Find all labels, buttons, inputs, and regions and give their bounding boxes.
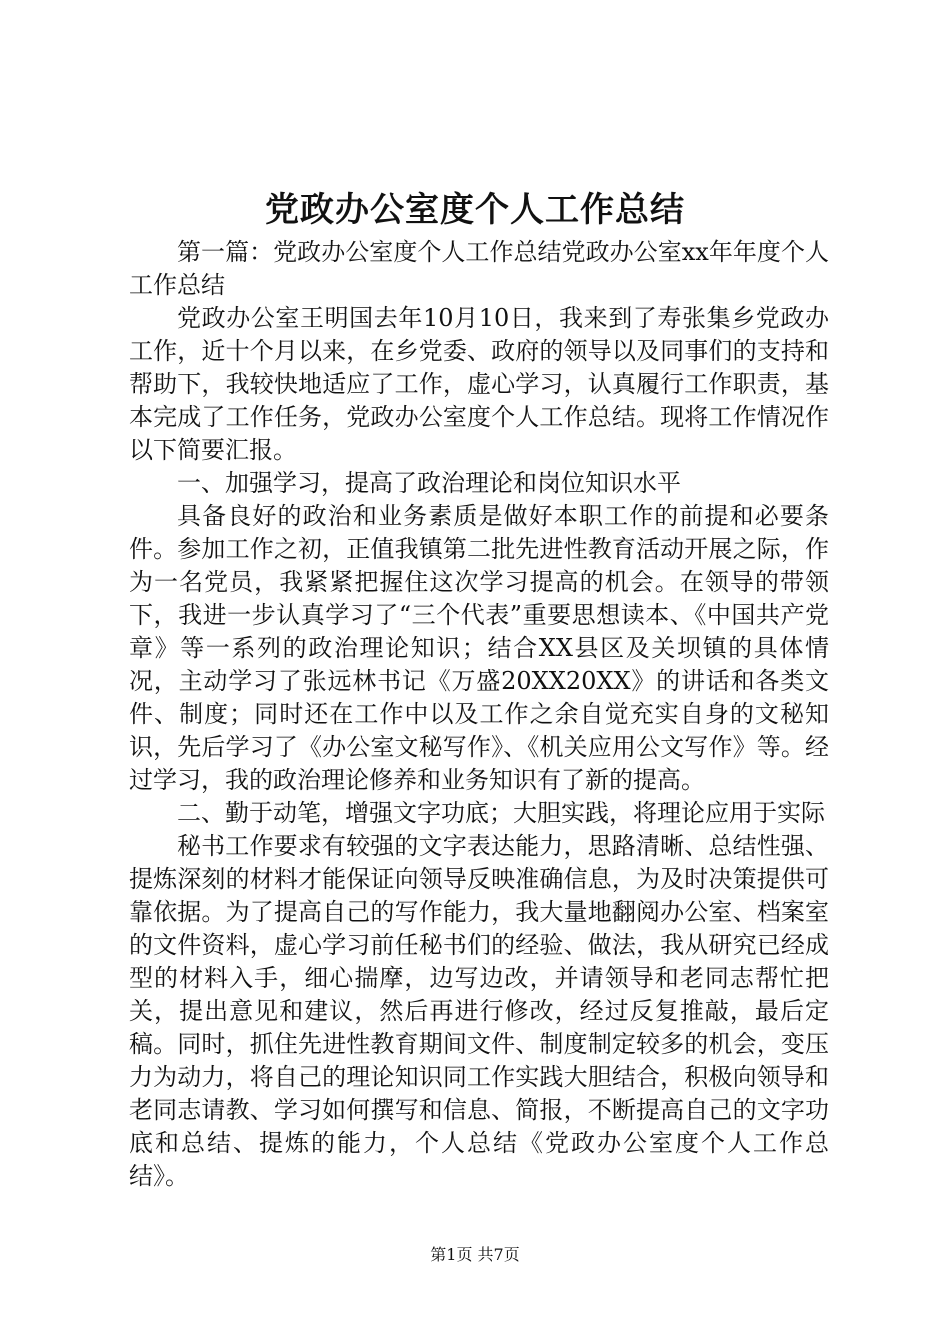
paragraph-study: 具备良好的政治和业务素质是做好本职工作的前提和必要条件。参加工作之初，正值我镇第二批先进性教育活动开展之际，作为一名党员，我紧紧把握住这次学习提高的机会。在领导的带领下，我进一步认真学习了“三个代表”重要思想读本、《中国共产党章》等一系列的政治理论知识；结合XX县区及关坝镇的具体情况，主动学习了张远林书记《万盛20XX20XX》的讲话和各类文件、制度；同时还在工作中以及工作之余自觉充实自身的文秘知识，先后学习了《办公室文秘写作》、《机关应用公文写作》等。经过学习，我的政治理论修养和业务知识有了新的提高。 — [129, 502, 829, 794]
paragraph-writing: 秘书工作要求有较强的文字表达能力，思路清晰、总结性强、提炼深刻的材料才能保证向领导反映准确信息，为及时决策提供可靠依据。为了提高自己的写作能力，我大量地翻阅办公室、档案室的文件资料，虚心学习前任秘书们的经验、做法，我从研究已经成型的材料入手，细心揣摩，边写边改，并请领导和老同志帮忙把关，提出意见和建议，然后再进行修改，经过反复推敲，最后定稿。同时，抓住先进性教育期间文件、制度制定较多的机会，变压力为动力，将自己的理论知识同工作实践大胆结合，积极向领导和老同志请教、学习如何撰写和信息、简报，不断提高自己的文字功底和总结、提炼的能力，个人总结《党政办公室度个人工作总结》。 — [129, 832, 829, 1190]
page-number: 第1页 — [430, 1245, 473, 1264]
page-footer — [0, 1243, 950, 1267]
section-heading-writing: 二、勤于动笔，增强文字功底；大胆实践，将理论应用于实际 — [177, 799, 825, 827]
paragraph-intro: 党政办公室王明国去年10月10日，我来到了寿张集乡党政办工作，近十个月以来，在乡党委、政府的领导以及同事们的支持和帮助下，我较快地适应了工作，虚心学习，认真履行工作职责，基本完成了工作任务，党政办公室度个人工作总结。现将工作情况作以下简要汇报。 — [129, 304, 829, 464]
page-total: 共7页 — [477, 1245, 520, 1264]
document-body — [129, 236, 829, 1193]
paragraph-heading-first-article: 第一篇：党政办公室度个人工作总结党政办公室xx年年度个人工作总结 — [129, 238, 829, 299]
document-title: 党政办公室度个人工作总结 — [265, 190, 685, 230]
section-heading-study: 一、加强学习，提高了政治理论和岗位知识水平 — [177, 469, 681, 497]
